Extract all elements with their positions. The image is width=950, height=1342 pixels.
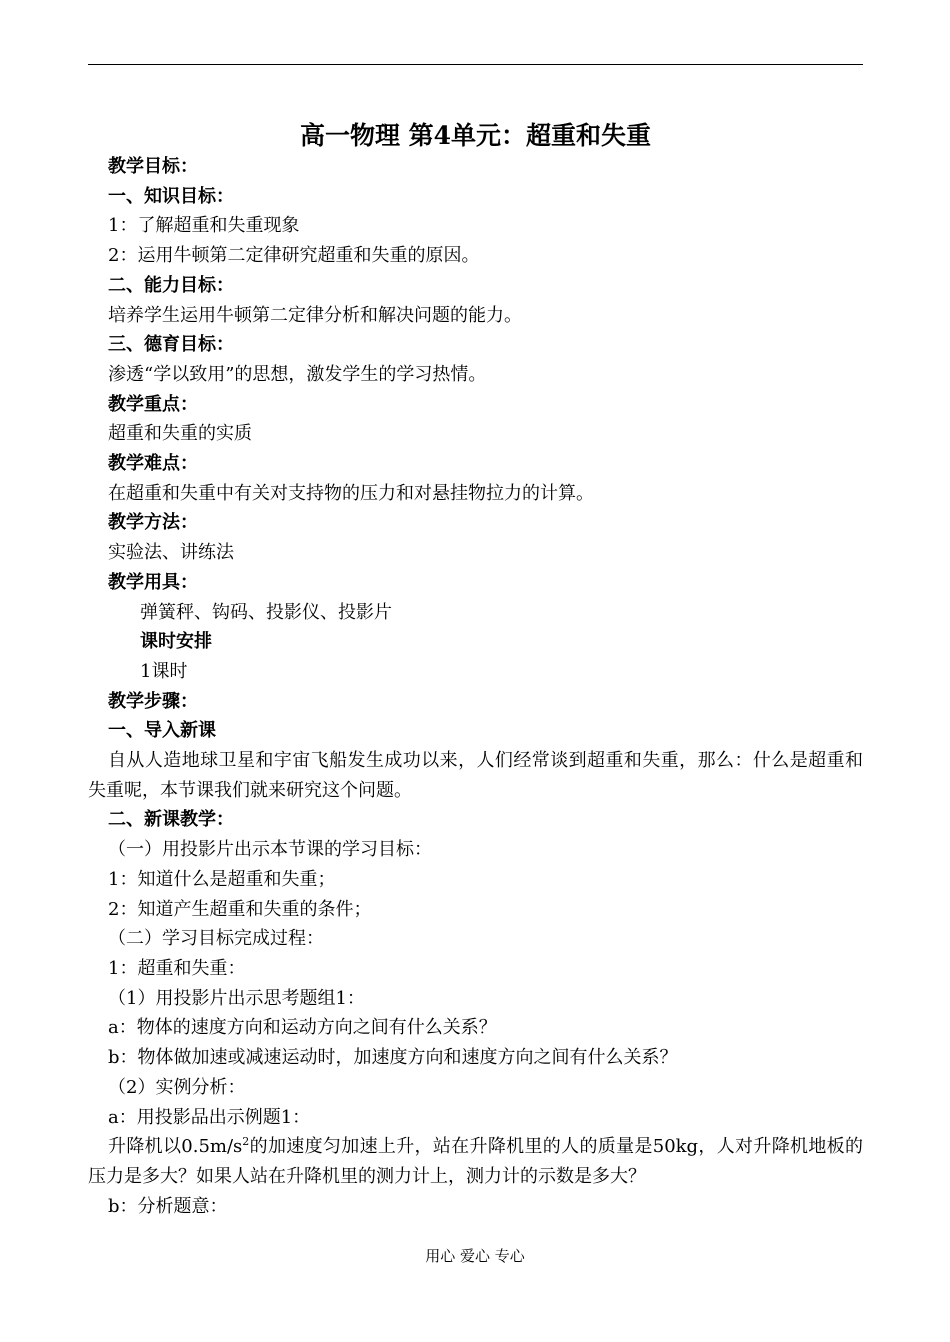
text-line: b：分析题意： <box>108 1195 228 1217</box>
example-text-start: 升降机以0.5m/s <box>108 1136 243 1158</box>
heading-tools: 教学用具： <box>108 571 198 593</box>
page-footer: 用心 爱心 专心 <box>425 1247 525 1265</box>
text-line: 超重和失重的实质 <box>108 423 252 445</box>
text-line: a：物体的速度方向和运动方向之间有什么关系？ <box>108 1017 497 1039</box>
text-line: （二）学习目标完成过程： <box>108 928 324 950</box>
heading-key-points: 教学重点： <box>108 393 198 415</box>
text-line: 1：知道什么是超重和失重； <box>108 868 336 890</box>
text-line: 渗透“学以致用”的思想，激发学生的学习热情。 <box>108 363 487 385</box>
heading-schedule: 课时安排 <box>140 631 212 653</box>
text-line: 1：了解超重和失重现象 <box>108 215 300 237</box>
text-line: a：用投影品出示例题1： <box>108 1106 311 1128</box>
superscript: 2 <box>242 1135 250 1149</box>
intro-paragraph: 自从人造地球卫星和宇宙飞船发生成功以来，人们经常谈到超重和失重，那么：什么是超重和失重呢，本节课我们就来研究这个问题。 <box>88 750 863 801</box>
heading-steps: 教学步骤： <box>108 690 198 712</box>
text-line: 在超重和失重中有关对支持物的压力和对悬挂物拉力的计算。 <box>108 482 594 504</box>
text-line: 2：知道产生超重和失重的条件； <box>108 898 372 920</box>
example-paragraph <box>88 1132 863 1191</box>
heading-difficulties: 教学难点： <box>108 453 198 475</box>
heading-intro: 一、导入新课 <box>108 720 216 742</box>
text-line: （2）实例分析： <box>108 1076 246 1098</box>
text-line: 1：超重和失重： <box>108 957 246 979</box>
header-rule <box>88 64 863 65</box>
text-line: 2：运用牛顿第二定律研究超重和失重的原因。 <box>108 245 480 267</box>
heading-moral-goals: 三、德育目标： <box>108 334 234 356</box>
text-line: 实验法、讲练法 <box>108 542 234 564</box>
example-text-rest: 的加速度匀加速上升，站在升降机里的人的质量是50kg，人对升降机地板的压力是多大？如果人站在升降机里的测力计上，测力计的示数是多大？ <box>88 1136 863 1187</box>
document-body <box>88 152 863 1221</box>
heading-methods: 教学方法： <box>108 512 198 534</box>
text-line: 培养学生运用牛顿第二定律分析和解决问题的能力。 <box>108 304 522 326</box>
heading-new-lesson: 二、新课教学： <box>108 809 234 831</box>
text-line: 1课时 <box>140 660 188 682</box>
text-line: 弹簧秤、钩码、投影仪、投影片 <box>140 601 392 623</box>
heading-teaching-goals: 教学目标： <box>108 156 198 177</box>
page-title: 高一物理 第4单元：超重和失重 <box>299 121 652 150</box>
text-line: （1）用投影片出示思考题组1： <box>108 987 365 1009</box>
heading-ability-goals: 二、能力目标： <box>108 274 234 296</box>
text-line: b：物体做加速或减速运动时，加速度方向和速度方向之间有什么关系？ <box>108 1047 678 1069</box>
text-line: （一）用投影片出示本节课的学习目标： <box>108 839 432 861</box>
heading-knowledge-goals: 一、知识目标： <box>108 185 234 207</box>
